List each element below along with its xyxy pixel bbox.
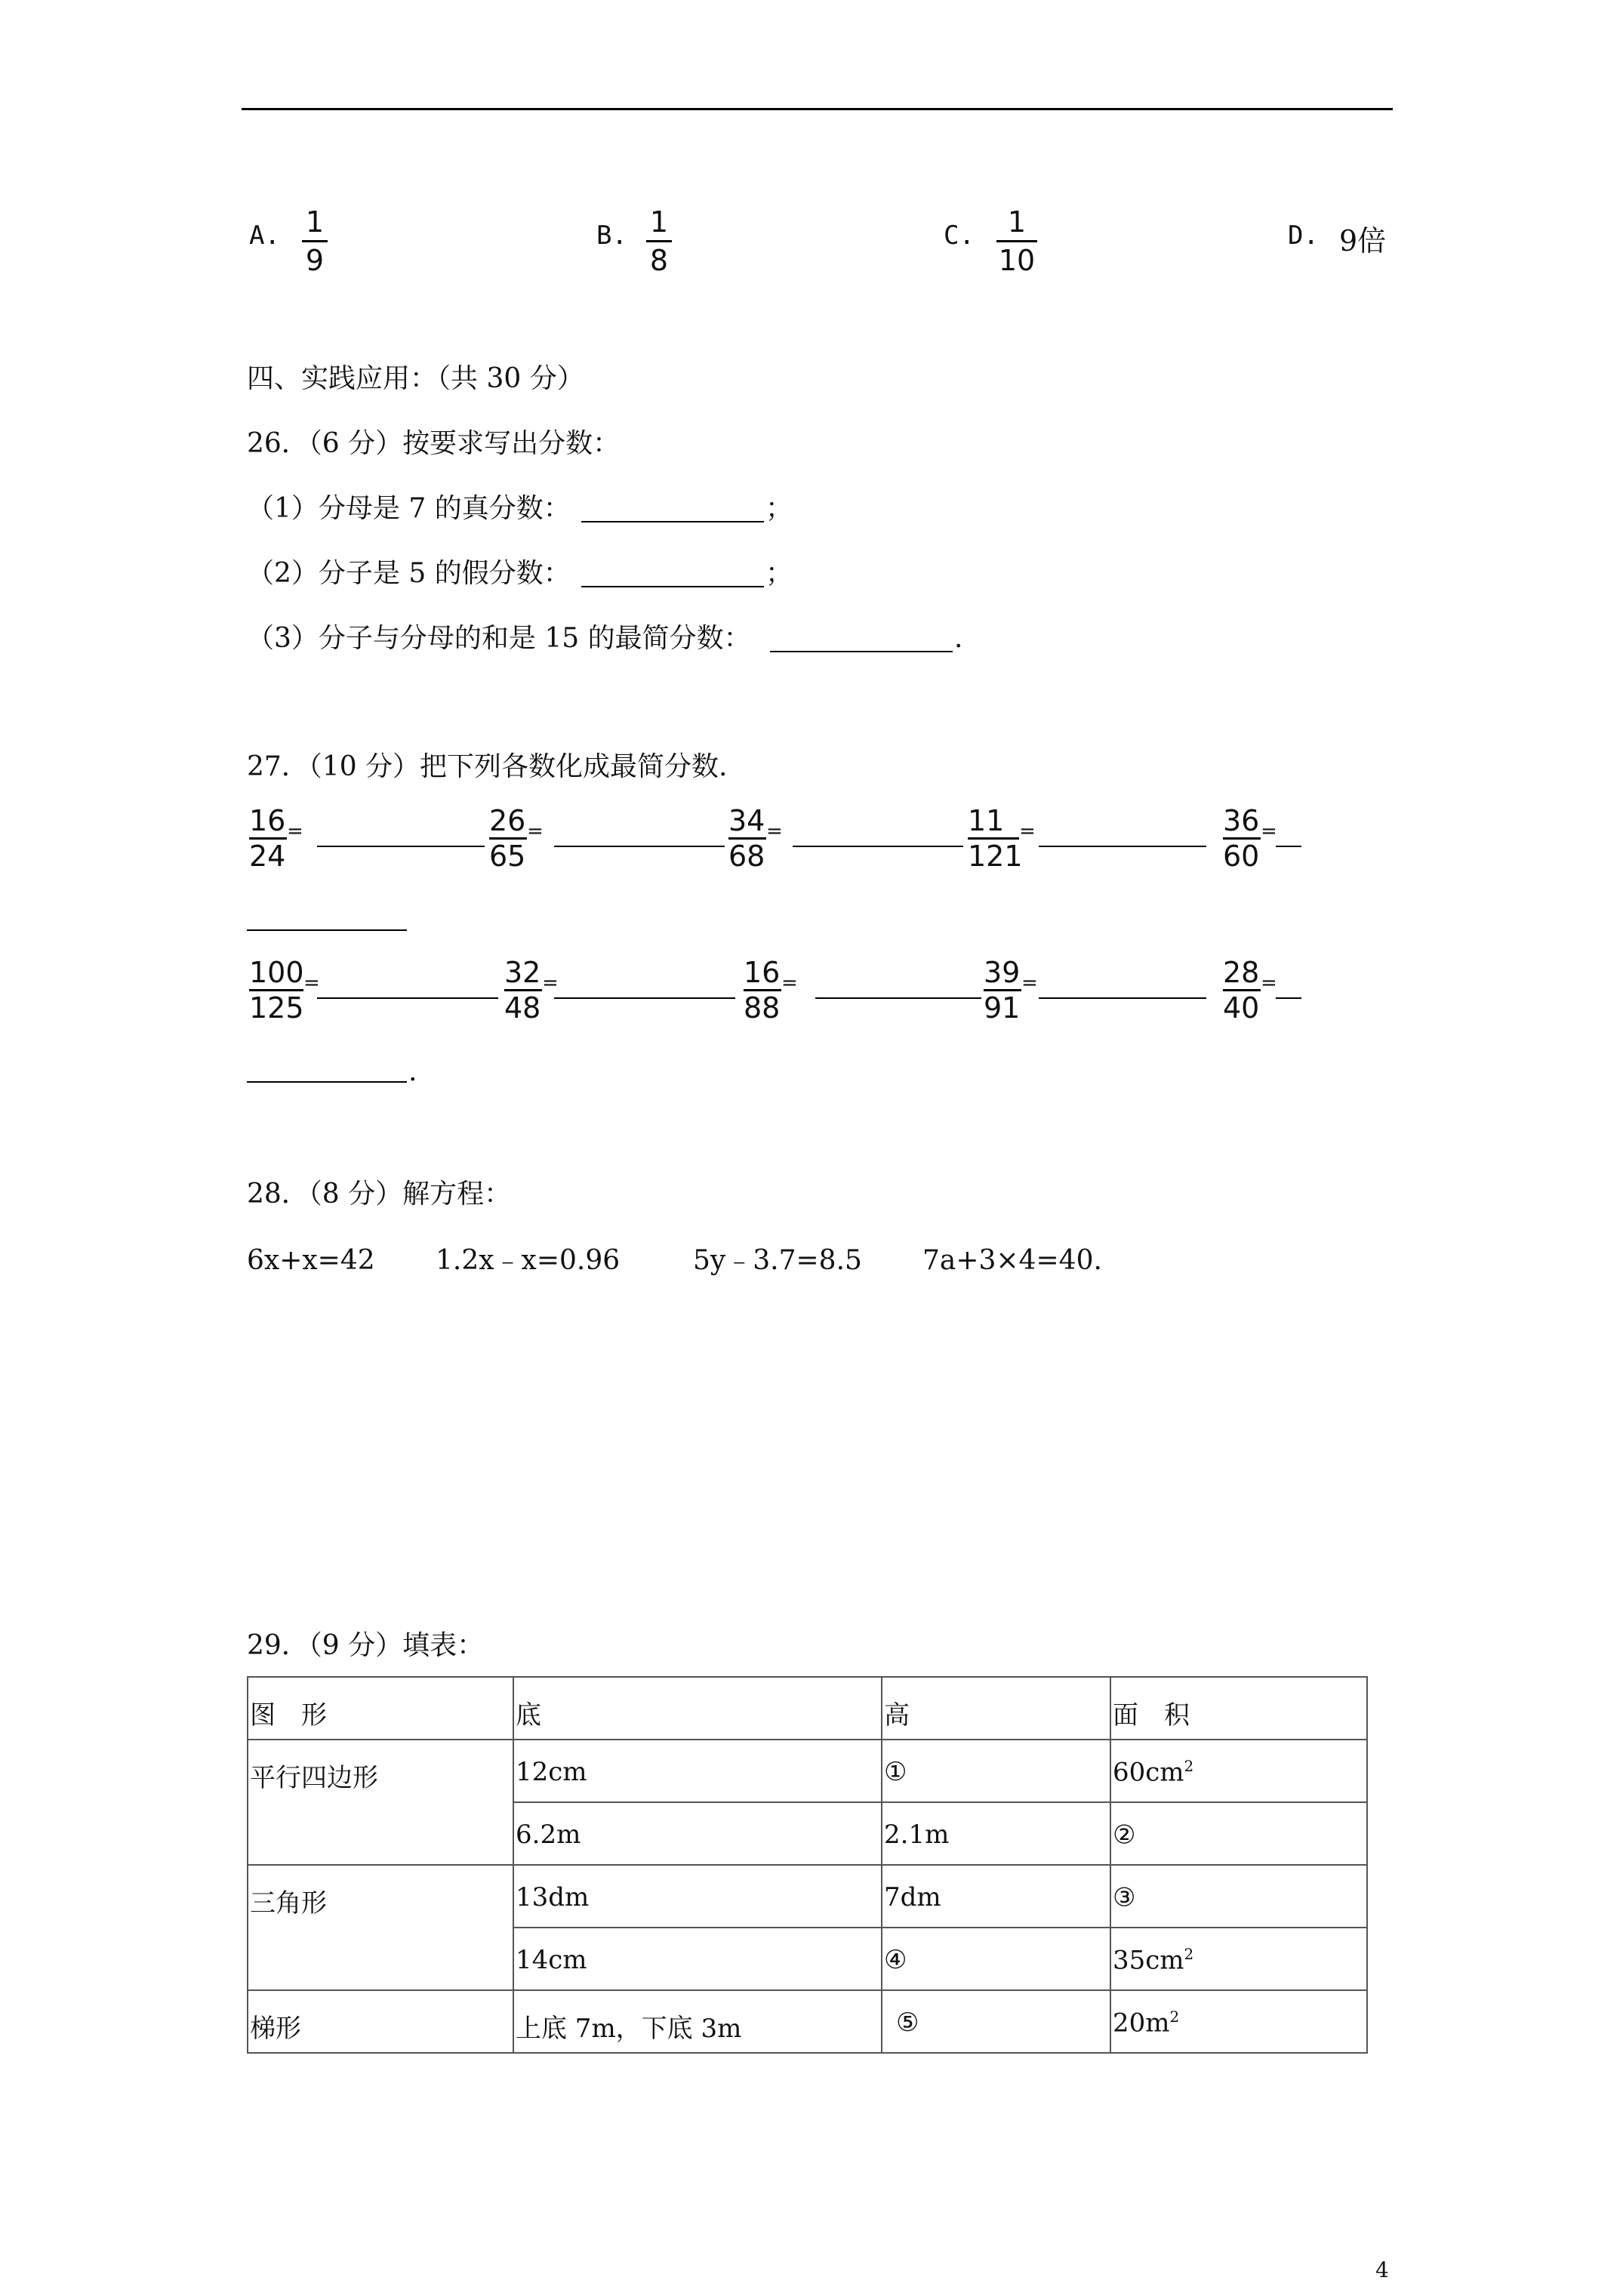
fraction-numerator: 26 xyxy=(489,804,526,837)
q26-item-1-end: ； xyxy=(765,493,793,524)
fraction-denominator: 65 xyxy=(489,840,526,873)
equals-sign: = xyxy=(1261,820,1277,843)
equation: 6x+x=42 xyxy=(247,1245,375,1276)
header-cell: 图 形 xyxy=(248,1677,513,1740)
base-cell: 12cm xyxy=(513,1740,882,1802)
height-cell[interactable]: ⑤ xyxy=(882,1990,1110,2053)
fraction-denominator: 48 xyxy=(504,991,541,1025)
height-cell[interactable]: ④ xyxy=(882,1928,1110,1990)
fraction-numerator: 11 xyxy=(968,804,1005,837)
fraction-denominator: 40 xyxy=(1223,991,1260,1025)
q26-item-3-text: （3）分子与分母的和是 15 的最简分数： xyxy=(247,623,751,654)
height-cell: 2.1m xyxy=(882,1802,1110,1865)
fraction-denominator: 24 xyxy=(249,840,286,873)
fraction-numerator: 100 xyxy=(249,956,304,989)
fraction xyxy=(249,956,320,1025)
header-cell: 面 积 xyxy=(1110,1677,1367,1740)
equals-sign: = xyxy=(542,972,559,994)
fraction-denominator: 68 xyxy=(728,840,765,873)
equation: 5y﹣3.7=8.5 xyxy=(693,1245,862,1276)
base-cell: 14cm xyxy=(513,1928,882,1990)
choice-b-label: B. xyxy=(596,220,627,251)
area-cell: $35cm^2$ xyxy=(1110,1928,1367,1990)
q26-item-2-end: ； xyxy=(765,558,793,589)
fraction xyxy=(249,804,303,873)
fraction-numerator: 16 xyxy=(249,804,286,837)
area-cell: $60cm^2$ xyxy=(1110,1740,1367,1802)
fraction xyxy=(489,804,544,873)
choice-a-fraction xyxy=(302,205,328,277)
fraction xyxy=(744,956,798,1025)
fraction-numerator: 34 xyxy=(728,804,765,837)
fraction-numerator: 16 xyxy=(744,956,781,989)
equation: 7a+3×4=40. xyxy=(922,1245,1102,1276)
fraction-numerator: 28 xyxy=(1223,956,1260,989)
answer-blank[interactable] xyxy=(1276,846,1301,847)
choice-c-fraction xyxy=(996,205,1037,277)
fraction-denominator: 125 xyxy=(249,991,304,1025)
choice-a-label: A. xyxy=(249,220,280,251)
fraction-denominator: 8 xyxy=(649,244,669,277)
base-cell: 6.2m xyxy=(513,1802,882,1865)
table-header-row xyxy=(248,1677,1367,1740)
fraction-numerator: 1 xyxy=(1007,205,1027,239)
fraction-numerator: 32 xyxy=(504,956,541,989)
equals-sign: = xyxy=(303,972,320,994)
choice-c-label: C. xyxy=(944,220,975,251)
fraction xyxy=(728,804,783,873)
header-cell: 高 xyxy=(882,1677,1110,1740)
q26-item-3-end: . xyxy=(954,623,963,654)
answer-blank[interactable] xyxy=(317,997,498,999)
equals-sign: = xyxy=(766,820,783,843)
choice-b-fraction xyxy=(646,205,672,277)
shape-cell: 三角形 xyxy=(248,1865,513,1990)
equals-sign: = xyxy=(1021,972,1038,994)
fraction-numerator: 1 xyxy=(305,205,325,239)
area-cell[interactable]: ② xyxy=(1110,1802,1367,1865)
base-cell: 13dm xyxy=(513,1865,882,1928)
equation: 1.2x﹣x=0.96 xyxy=(436,1245,621,1276)
fraction-denominator: 88 xyxy=(744,991,781,1025)
fraction-numerator: 36 xyxy=(1223,804,1260,837)
equals-sign: = xyxy=(781,972,798,994)
fraction-denominator: 60 xyxy=(1223,840,1260,873)
fraction xyxy=(984,956,1038,1025)
answer-blank[interactable] xyxy=(815,997,981,999)
answer-blank[interactable] xyxy=(554,846,725,847)
end-period: . xyxy=(408,1056,417,1087)
answer-blank[interactable] xyxy=(1039,846,1206,847)
shape-cell: 平行四边形 xyxy=(248,1740,513,1865)
answer-blank[interactable] xyxy=(247,929,407,931)
fill-table xyxy=(247,1676,1368,2054)
fraction-denominator: 10 xyxy=(998,244,1036,277)
fraction-denominator: 91 xyxy=(984,991,1021,1025)
fraction xyxy=(1223,804,1277,873)
choice-d-label: D. xyxy=(1288,220,1319,251)
answer-blank[interactable] xyxy=(1039,997,1206,999)
equals-sign: = xyxy=(1261,972,1277,994)
fraction-numerator: 1 xyxy=(649,205,669,239)
height-cell: 7dm xyxy=(882,1865,1110,1928)
header-cell: 底 xyxy=(513,1677,882,1740)
fraction-denominator: 121 xyxy=(968,840,1023,873)
answer-blank[interactable] xyxy=(1276,997,1301,999)
equals-sign: = xyxy=(527,820,544,843)
shape-cell: 梯形 xyxy=(248,1990,513,2053)
answer-blank[interactable] xyxy=(554,997,735,999)
area-cell: $20m^2$ xyxy=(1110,1990,1367,2053)
q26-item-2 xyxy=(247,560,571,587)
fraction-numerator: 39 xyxy=(984,956,1021,989)
equals-sign: = xyxy=(287,820,303,843)
equals-sign: = xyxy=(1019,820,1036,843)
q29-title: 29．（9 分）填表： xyxy=(247,1630,485,1661)
table-row xyxy=(248,1865,1367,1928)
q26-item-1 xyxy=(247,495,571,522)
section-title: 四、实践应用：（共 30 分） xyxy=(247,363,584,394)
table-row xyxy=(248,1740,1367,1802)
choice-d-text: 9倍 xyxy=(1339,224,1387,257)
area-cell[interactable]: ③ xyxy=(1110,1865,1367,1928)
q28-title: 28．（8 分）解方程： xyxy=(247,1179,512,1210)
base-cell: 上底 7m，下底 3m xyxy=(513,1990,882,2053)
height-cell[interactable]: ① xyxy=(882,1740,1110,1802)
q26-item-2-text: （2）分子是 5 的假分数： xyxy=(247,558,571,589)
fraction xyxy=(968,804,1036,873)
q26-item-1-text: （1）分母是 7 的真分数： xyxy=(247,493,571,524)
q26-title: 26．（6 分）按要求写出分数： xyxy=(247,428,621,459)
table-row xyxy=(248,1990,1367,2053)
q26-item-3 xyxy=(247,625,751,652)
answer-blank[interactable] xyxy=(770,651,953,652)
answer-blank[interactable] xyxy=(247,1081,407,1083)
fraction xyxy=(1223,956,1277,1025)
answer-blank[interactable] xyxy=(581,521,764,522)
page-number: 4 xyxy=(1375,2257,1389,2282)
fraction xyxy=(504,956,559,1025)
q27-title: 27．（10 分）把下列各数化成最简分数. xyxy=(247,751,728,782)
answer-blank[interactable] xyxy=(793,846,963,847)
header-rule xyxy=(242,108,1393,110)
fraction-denominator: 9 xyxy=(305,244,325,277)
answer-blank[interactable] xyxy=(581,586,764,587)
answer-blank[interactable] xyxy=(317,846,485,847)
